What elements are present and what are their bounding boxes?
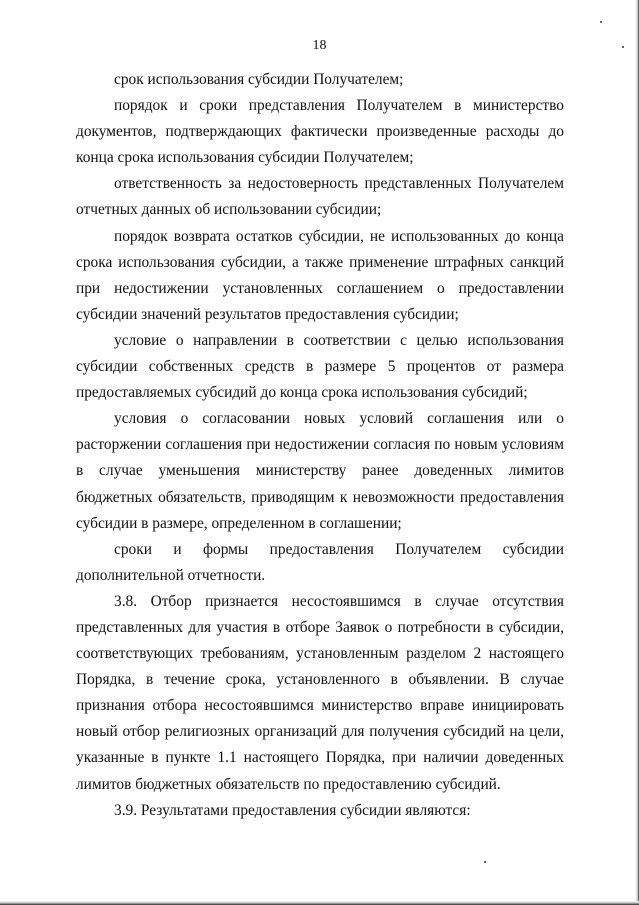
scan-edge-right: [635, 0, 639, 905]
paragraph-balance-return: порядок возврата остатков субсидии, не использованных до конца срока использования субсидии, а также применение штрафных санкций при недостижении установленных соглашением о предоставлении субсидии значений результатов предоставления субсидии;: [76, 227, 564, 323]
paragraph-own-funds-condition: условие о направлении в соответствии с целью использования субсидии собственных средств в размере 5 процентов от размера предоставляемых субсидий до конца срока использования субсидий;: [76, 331, 564, 402]
paragraph-additional-reporting: сроки и формы предоставления Получателем субсидии дополнительной отчетности.: [76, 540, 564, 584]
scan-speck: [622, 46, 624, 48]
paragraph-expense-documents: порядок и сроки представления Получателем в министерство документов, подтверждающих фактически произведенные расходы до конца срока использования субсидии Получателем;: [76, 97, 564, 167]
scan-speck: [600, 21, 602, 23]
page-number: 18: [312, 38, 327, 53]
paragraph-section-3-9: 3.9. Результатами предоставления субсидии являются:: [114, 801, 471, 819]
paragraph-subsidy-use-period: срок использования субсидии Получателем;: [114, 71, 404, 88]
paragraph-agreement-terms: условия о согласовании новых условий соглашения или о расторжении соглашения при недостижении согласия по новым условиям в случае уменьшения министерству ранее доведенных лимитов бюджетных обязательств, приводящим к невозможности предоставления субсидии в размере, определенном в соглашении;: [76, 410, 564, 532]
paragraph-reporting-responsibility: ответственность за недостоверность представленных Получателем отчетных данных об использовании субсидии;: [76, 175, 564, 219]
document-body: [76, 67, 564, 824]
scan-speck: [484, 861, 486, 863]
paragraph-section-3-8: 3.8. Отбор признается несостоявшимся в случае отсутствия представленных для участия в отборе Заявок о потребности в субсидии, соответствующих требованиям, установленным разделом 2 настоящего Порядка, в течение срока, установленного в объявлении. В случае признания отбора несостоявшимся министерство вправе инициировать новый отбор религиозных организаций для получения субсидий на цели, указанные в пункте 1.1 настоящего Порядка, при наличии доведенных лимитов бюджетных обязательств по предоставлению субсидий.: [76, 592, 564, 793]
scan-edge-bottom: [0, 901, 639, 905]
